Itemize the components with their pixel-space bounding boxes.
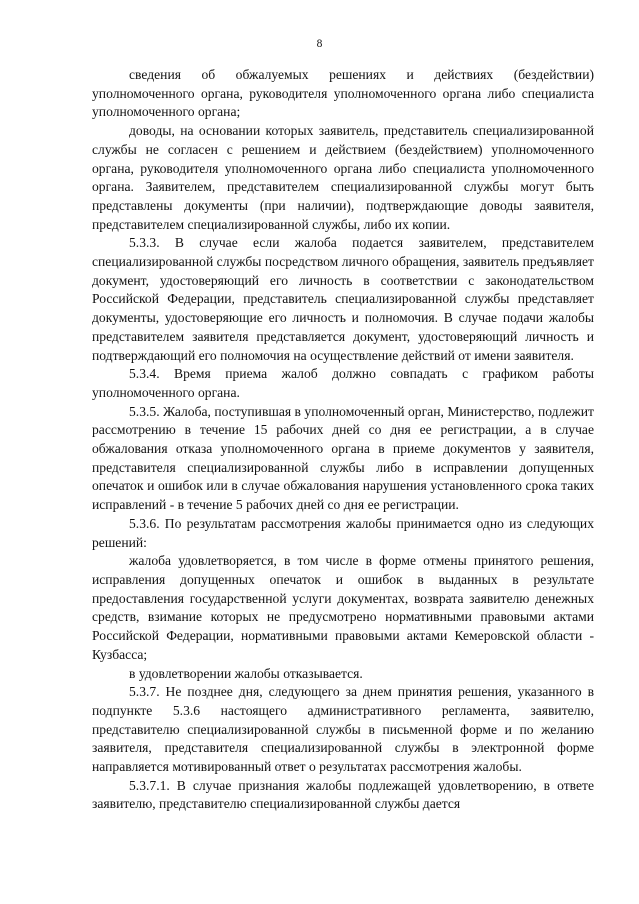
document-body <box>92 66 594 814</box>
paragraph: в удовлетворении жалобы отказывается. <box>129 665 363 681</box>
page-number: 8 <box>316 38 323 50</box>
paragraph: 5.3.7. Не позднее дня, следующего за днем принятия решения, указанного в подпункте 5.3.6 настоящего административного регламента, заявителю, представителю специализированной службы в письменной форме и по желанию заявителя, представителя специализированной службы в электронной форме направляется мотивированный ответ о результатах рассмотрения жалобы. <box>92 684 594 775</box>
paragraph: 5.3.6. По результатам рассмотрения жалобы принимается одно из следующих решений: <box>92 515 594 550</box>
paragraph: 5.3.3. В случае если жалоба подается заявителем, представителем специализированной службы посредством личного обращения, заявитель предъявляет документ, удостоверяющий его личность в соответствии с законодательством Российской Федерации, представитель специализированной службы представляет документы, удостоверяющие его личность и полномочия. В случае подачи жалобы представителем заявителя представляется документ, удостоверяющий личность и подтверждающий его полномочия на осуществление действий от имени заявителя. <box>92 235 594 363</box>
paragraph: доводы, на основании которых заявитель, представитель специализированной службы не согласен с решением и действием (бездействием) уполномоченного органа, руководителя уполномоченного органа либо специалиста уполномоченного органа. Заявителем, представителем специализированной службы могут быть представлены документы (при наличии), подтверждающие доводы заявителя, представителем специализированной службы, либо их копии. <box>92 123 594 232</box>
paragraph: сведения об обжалуемых решениях и действиях (бездействии) уполномоченного органа, руководителя уполномоченного органа либо специалиста уполномоченного органа; <box>92 67 594 120</box>
paragraph: 5.3.7.1. В случае признания жалобы подлежащей удовлетворению, в ответе заявителю, представителю специализированной службы дается <box>92 777 594 812</box>
paragraph: 5.3.4. Время приема жалоб должно совпадать с графиком работы уполномоченного органа. <box>92 366 594 400</box>
paragraph: жалоба удовлетворяется, в том числе в форме отмены принятого решения, исправления допущенных опечаток и ошибок в выданных в результате предоставления государственной услуги документах, возврата заявителю денежных средств, взимание которых не предусмотрено нормативными правовыми актами Российской Федерации, нормативными правовыми актами Кемеровской области - Кузбасса; <box>92 553 594 662</box>
paragraph: 5.3.5. Жалоба, поступившая в уполномоченный орган, Министерство, подлежит рассмотрению в течение 15 рабочих дней со дня ее регистрации, а в случае обжалования отказа уполномоченного органа в приеме документов у заявителя, представителя специализированной службы либо в исправлении допущенных опечаток и ошибок или в случае обжалования нарушения установленного срока таких исправлений - в течение 5 рабочих дней со дня ее регистрации. <box>92 403 594 513</box>
